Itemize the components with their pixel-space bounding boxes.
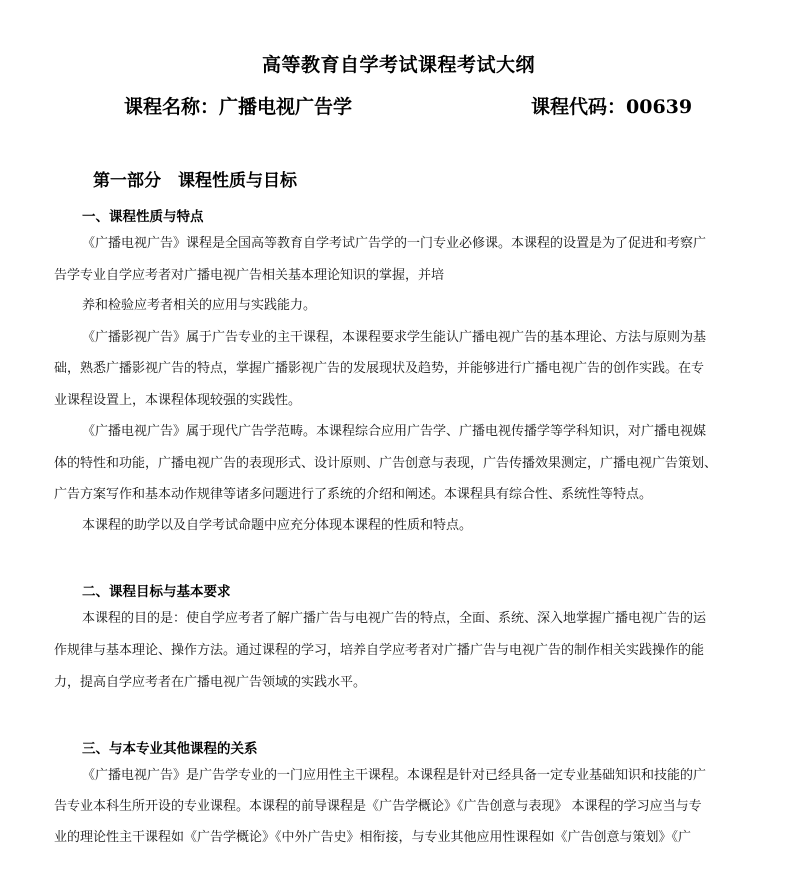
- paragraph-line: 业课程设置上，本课程体现较强的实践性。: [54, 393, 302, 408]
- paragraph-line: 本课程的助学以及自学考试命题中应充分体现本课程的性质和特点。: [82, 518, 473, 533]
- paragraph-line: 业的理论性主干课程如《广告学概论》《中外广告史》相衔接，与专业其他应用性课程如《广告创意与策划》《广: [54, 830, 692, 845]
- paragraph-line: 养和检验应考者相关的应用与实践能力。: [82, 298, 317, 313]
- course-name: 课程名称：广播电视广告学: [124, 96, 353, 118]
- paragraph-line: 作规律与基本理论、操作方法。通过课程的学习，培养自学应考者对广播广告与电视广告的制作相关实践操作的能: [54, 643, 705, 658]
- paragraph-line: 本课程的目的是：使自学应考者了解广播广告与电视广告的特点，全面、系统、深入地掌握广播电视广告的运: [82, 611, 707, 626]
- document-title: 高等教育自学考试课程考试大纲: [261, 54, 535, 76]
- paragraph-line: 告专业本科生所开设的专业课程。本课程的前导课程是《广告学概论》《广告创意与表现》 本课程的学习应当与专: [54, 799, 702, 814]
- paragraph-line: 础，熟悉广播影视广告的特点，掌握广播影视广告的发展现状及趋势，并能够进行广播电视广告的创作实践。在专: [54, 361, 705, 376]
- paragraph-line: 力，提高自学应考者在广播电视广告领域的实践水平。: [54, 675, 367, 690]
- paragraph-line: 广告方案写作和基本动作规律等诸多问题进行了系统的介绍和阐述。本课程具有综合性、系统性等特点。: [54, 487, 653, 502]
- paragraph-line: 体的特性和功能，广播电视广告的表现形式、设计原则、广告创意与表现，广告传播效果测定，广播电视广告策划、: [54, 456, 718, 471]
- course-code: 课程代码：00639: [531, 96, 693, 118]
- section-heading-3: 三、与本专业其他课程的关系: [82, 741, 258, 757]
- section-heading-1: 一、课程性质与特点: [82, 209, 204, 225]
- paragraph-line: 《广播电视广告》课程是全国高等教育自学考试广告学的一门专业必修课。本课程的设置是为了促进和考察广: [82, 236, 707, 251]
- paragraph-line: 《广播电视广告》属于现代广告学范畴。本课程综合应用广告学、广播电视传播学等学科知识，对广播电视媒: [82, 424, 707, 439]
- section-heading-2: 二、课程目标与基本要求: [82, 584, 231, 600]
- paragraph-line: 《广播电视广告》是广告学专业的一门应用性主干课程。本课程是针对已经具备一定专业基础知识和技能的广: [82, 768, 707, 783]
- paragraph-line: 《广播影视广告》属于广告专业的主干课程，本课程要求学生能认广播电视广告的基本理论、方法与原则为基: [82, 330, 707, 345]
- part-heading: 第一部分 课程性质与目标: [93, 171, 297, 191]
- paragraph-line: 告学专业自学应考者对广播电视广告相关基本理论知识的掌握，并培: [54, 268, 445, 283]
